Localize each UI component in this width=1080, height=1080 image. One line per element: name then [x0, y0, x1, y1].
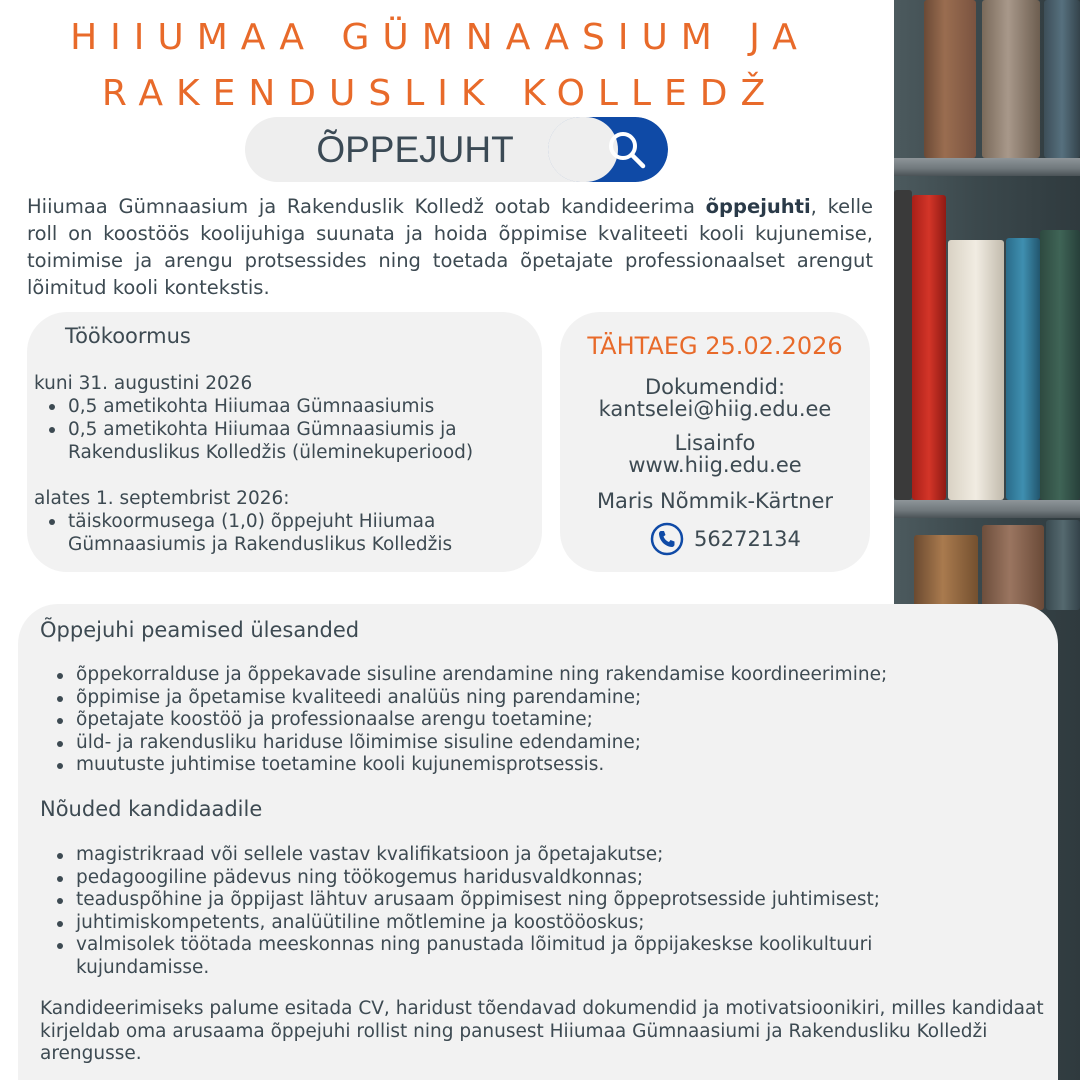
page-title: [20, 10, 860, 122]
documents-label: Dokumendid:: [644, 375, 786, 399]
documents-email[interactable]: kantselei@hiig.edu.ee: [598, 397, 832, 421]
list-item: magistrikraad või sellele vastav kvalifikatsioon ja õpetajakutse;: [42, 844, 1032, 867]
workload-period-1-label: kuni 31. augustini 2026: [34, 373, 253, 394]
list-item: juhtimiskompetents, analüütiline mõtlemine ja koostööoskus;: [42, 912, 1032, 935]
search-icon: [606, 129, 648, 171]
workload-period-1: [34, 372, 534, 464]
contact-card: [560, 312, 870, 572]
list-item: valmisolek töötada meeskonnas ning panustada lõimitud ja õppijakeskse koolikultuuri kujundamisse.: [42, 934, 972, 979]
duties-list: [42, 664, 1032, 777]
requirements-list: [42, 844, 1032, 979]
phone-number[interactable]: 56272134: [694, 527, 801, 551]
contact-person: Maris Nõmmik-Kärtner: [596, 489, 834, 513]
phone-row: [650, 522, 801, 556]
intro-paragraph: [27, 193, 873, 301]
info-block: [560, 432, 870, 476]
title-line-1: HIIUMAA GÜMNAASIUM JA: [70, 17, 810, 58]
workload-period-2-label: alates 1. septembrist 2026:: [34, 488, 290, 509]
workload-period-2: [34, 487, 534, 556]
list-item: 0,5 ametikohta Hiiumaa Gümnaasiumis ja Rakenduslikus Kolledžis (üleminekuperiood): [34, 418, 534, 464]
title-line-2: RAKENDUSLIK KOLLEDŽ: [101, 73, 779, 114]
list-item: muutuste juhtimise toetamine kooli kujunemisprotsessis.: [42, 754, 1032, 777]
list-item: üld- ja rakendusliku hariduse lõimimise sisuline edendamine;: [42, 732, 1032, 755]
list-item: teaduspõhine ja õppijast lähtuv arusaam õppimisest ning õppeprotsesside juhtimisest;: [42, 889, 1032, 912]
list-item: 0,5 ametikohta Hiiumaa Gümnaasiumis: [34, 395, 534, 418]
deadline-label: TÄHTAEG 25.02.2026: [587, 332, 843, 360]
info-label: Lisainfo: [674, 431, 756, 455]
search-text: ÕPPEJUHT: [316, 129, 514, 170]
workload-card: [27, 312, 542, 572]
intro-text-start: Hiiumaa Gümnaasium ja Rakenduslik Kolledž ootab kandideerima: [27, 195, 706, 218]
duties-title: Õppejuhi peamised ülesanded: [40, 618, 360, 642]
list-item: õppimise ja õpetamise kvaliteedi analüüs ning parendamine;: [42, 687, 1032, 710]
requirements-title: Nõuded kandidaadile: [40, 797, 263, 821]
closing-paragraph: Kandideerimiseks palume esitada CV, haridust tõendavad dokumendid ja motivatsioonikiri, milles kandidaat kirjeldab oma arusaama õppejuhi rollist ning panusest Hiiumaa Gümnaasiumi ja Rakendusliku Kolledži arengusse.: [40, 998, 1044, 1064]
documents-block: [560, 376, 870, 420]
intro-text-end: , kelle roll on koostöös koolijuhiga suunata ja hoida õppimise kvaliteeti kooli kujunemise, toimimise ja arengu protsessides ning toetada õpetajate professionaalset arengut lõimitud kooli kontekstis.: [27, 195, 873, 299]
info-url[interactable]: www.hiig.edu.ee: [628, 453, 802, 477]
phone-icon: [650, 522, 684, 556]
list-item: pedagoogiline pädevus ning töökogemus haridusvaldkonnas;: [42, 867, 1032, 890]
workload-title: Töökoormus: [65, 324, 191, 348]
intro-role-highlight: õppejuhti: [705, 195, 811, 218]
list-item: täiskoormusega (1,0) õppejuht Hiiumaa Gümnaasiumis ja Rakenduslikus Kolledžis: [34, 510, 534, 556]
search-bar: [245, 117, 668, 182]
list-item: õppekorralduse ja õppekavade sisuline arendamine ning rakendamise koordineerimine;: [42, 664, 1032, 687]
details-card: [18, 604, 1058, 1080]
list-item: õpetajate koostöö ja professionaalse arengu toetamine;: [42, 709, 1032, 732]
